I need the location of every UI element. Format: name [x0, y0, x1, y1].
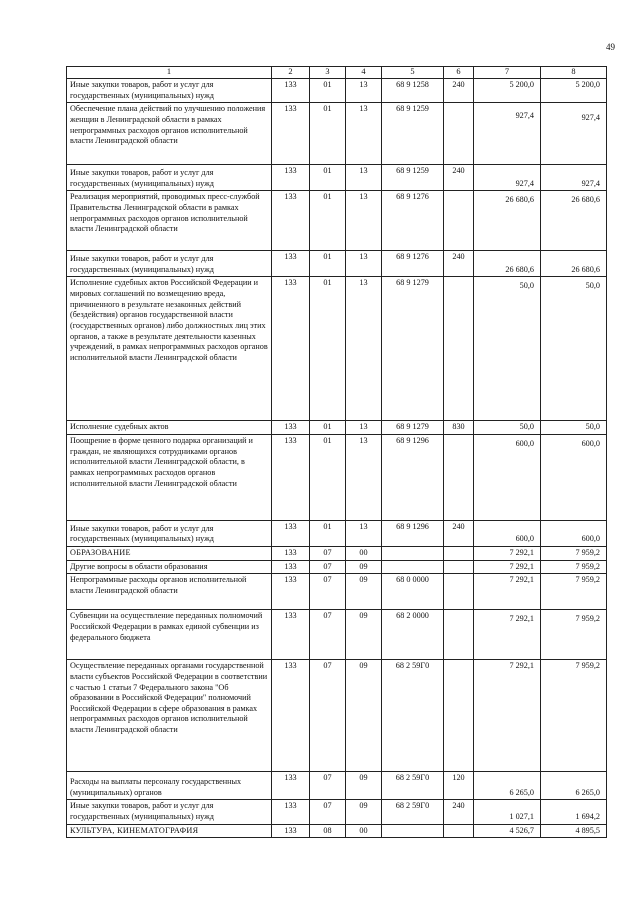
- row-name: Непрограммные расходы органов исполнительной власти Ленинградской области: [67, 574, 272, 610]
- row-amount-2: 600,0: [541, 520, 607, 546]
- table-row: [67, 165, 607, 191]
- row-admin-code: 133: [272, 103, 310, 165]
- row-name: Иные закупки товаров, работ и услуг для государственных (муниципальных) нужд: [67, 165, 272, 191]
- row-name: Иные закупки товаров, работ и услуг для государственных (муниципальных) нужд: [67, 520, 272, 546]
- page-number: 49: [606, 42, 615, 52]
- row-target-article: 68 9 1276: [382, 191, 444, 251]
- row-amount-1: 7 292,1: [474, 560, 541, 574]
- row-target-article: 68 9 1279: [382, 421, 444, 435]
- row-amount-2: 6 265,0: [541, 772, 607, 800]
- row-amount-1: 7 292,1: [474, 660, 541, 772]
- table-row: [67, 800, 607, 824]
- table-row: [67, 191, 607, 251]
- row-amount-2: 927,4: [541, 103, 607, 165]
- table-row: [67, 546, 607, 560]
- table-row: [67, 610, 607, 660]
- row-name: Реализация мероприятий, проводимых пресс-службой Правительства Ленинградской области в рамках непрограммных расходов органов исполнительной власти Ленинградской области: [67, 191, 272, 251]
- row-name: Расходы на выплаты персоналу государственных (муниципальных) органов: [67, 772, 272, 800]
- row-section: 07: [310, 610, 346, 660]
- row-target-article: 68 0 0000: [382, 574, 444, 610]
- row-amount-2: 1 694,2: [541, 800, 607, 824]
- row-admin-code: 133: [272, 251, 310, 277]
- row-expense-type: 830: [444, 421, 474, 435]
- row-target-article: [382, 560, 444, 574]
- row-amount-1: 50,0: [474, 421, 541, 435]
- row-target-article: 68 2 59Г0: [382, 800, 444, 824]
- row-admin-code: 133: [272, 800, 310, 824]
- row-amount-1: 6 265,0: [474, 772, 541, 800]
- row-expense-type: [444, 191, 474, 251]
- row-subsection: 00: [346, 824, 382, 838]
- row-amount-1: 7 292,1: [474, 574, 541, 610]
- header-row: [67, 67, 607, 79]
- row-subsection: 13: [346, 277, 382, 421]
- row-admin-code: 133: [272, 610, 310, 660]
- row-target-article: 68 2 59Г0: [382, 772, 444, 800]
- row-subsection: 13: [346, 421, 382, 435]
- row-target-article: 68 9 1276: [382, 251, 444, 277]
- row-section: 01: [310, 520, 346, 546]
- row-expense-type: 240: [444, 520, 474, 546]
- row-section: 01: [310, 434, 346, 520]
- table-row: [67, 277, 607, 421]
- row-amount-1: 927,4: [474, 103, 541, 165]
- header-col-3: 3: [310, 67, 346, 79]
- row-admin-code: 133: [272, 78, 310, 102]
- row-admin-code: 133: [272, 421, 310, 435]
- row-amount-2: 600,0: [541, 434, 607, 520]
- row-admin-code: 133: [272, 191, 310, 251]
- row-amount-1: 7 292,1: [474, 610, 541, 660]
- row-subsection: 13: [346, 520, 382, 546]
- table-row: [67, 103, 607, 165]
- table-row: [67, 421, 607, 435]
- row-section: 07: [310, 560, 346, 574]
- row-admin-code: 133: [272, 277, 310, 421]
- row-amount-1: 50,0: [474, 277, 541, 421]
- row-amount-1: 1 027,1: [474, 800, 541, 824]
- row-section: 01: [310, 421, 346, 435]
- header-col-4: 4: [346, 67, 382, 79]
- row-amount-1: 927,4: [474, 165, 541, 191]
- row-admin-code: 133: [272, 434, 310, 520]
- row-expense-type: [444, 660, 474, 772]
- row-section: 08: [310, 824, 346, 838]
- row-admin-code: 133: [272, 660, 310, 772]
- row-subsection: 09: [346, 610, 382, 660]
- row-subsection: 13: [346, 165, 382, 191]
- row-amount-1: 600,0: [474, 520, 541, 546]
- row-name: Иные закупки товаров, работ и услуг для государственных (муниципальных) нужд: [67, 800, 272, 824]
- row-target-article: 68 9 1279: [382, 277, 444, 421]
- row-section: 07: [310, 800, 346, 824]
- row-name: Исполнение судебных актов Российской Федерации и мировых соглашений по возмещению вреда, причиненного в результате незаконных действий (бездействия) органов государственной власти (государственных органов) либо должностных лиц этих органов, а также в результате деятельности казенных учреждений, в рамках непрограммных расходов органов исполнительной власти Ленинградской области: [67, 277, 272, 421]
- table-row: [67, 660, 607, 772]
- table-row: [67, 434, 607, 520]
- row-admin-code: 133: [272, 546, 310, 560]
- row-amount-1: 5 200,0: [474, 78, 541, 102]
- row-amount-2: 50,0: [541, 277, 607, 421]
- row-amount-2: 927,4: [541, 165, 607, 191]
- row-subsection: 09: [346, 800, 382, 824]
- row-expense-type: [444, 574, 474, 610]
- row-admin-code: 133: [272, 165, 310, 191]
- row-subsection: 13: [346, 251, 382, 277]
- row-name: Исполнение судебных актов: [67, 421, 272, 435]
- row-expense-type: 120: [444, 772, 474, 800]
- row-admin-code: 133: [272, 560, 310, 574]
- row-section: 01: [310, 165, 346, 191]
- row-amount-2: 7 959,2: [541, 610, 607, 660]
- row-amount-2: 26 680,6: [541, 251, 607, 277]
- row-subsection: 00: [346, 546, 382, 560]
- row-name: Поощрение в форме ценного подарка организаций и граждан, не являющихся сотрудниками органов исполнительной власти Ленинградской области, в рамках непрограммных расходов органов исполнительной власти Ленинградской области: [67, 434, 272, 520]
- table-row: [67, 772, 607, 800]
- header-col-7: 7: [474, 67, 541, 79]
- row-target-article: [382, 546, 444, 560]
- row-name: КУЛЬТУРА, КИНЕМАТОГРАФИЯ: [67, 824, 272, 838]
- row-target-article: 68 2 0000: [382, 610, 444, 660]
- table-row: [67, 520, 607, 546]
- row-expense-type: [444, 824, 474, 838]
- row-name: Осуществление переданных органами государственной власти субъектов Российской Федерации в соответствии с частью 1 статьи 7 Федерального закона "Об образовании в Российской Федерации" полномочий Российской Федерации в сфере образования в рамках непрограммных расходов органов исполнительной власти Ленинградской области: [67, 660, 272, 772]
- row-subsection: 09: [346, 560, 382, 574]
- row-section: 01: [310, 191, 346, 251]
- row-target-article: 68 9 1296: [382, 434, 444, 520]
- header-col-5: 5: [382, 67, 444, 79]
- budget-table-container: [66, 66, 606, 838]
- row-section: 01: [310, 103, 346, 165]
- row-expense-type: [444, 277, 474, 421]
- budget-table: [66, 66, 607, 838]
- row-section: 07: [310, 546, 346, 560]
- row-name: Обеспечение плана действий по улучшению положения женщин в Ленинградской области в рамках непрограммных расходов органов исполнительной власти Ленинградской области: [67, 103, 272, 165]
- row-target-article: 68 9 1296: [382, 520, 444, 546]
- row-expense-type: 240: [444, 78, 474, 102]
- table-row: [67, 78, 607, 102]
- row-expense-type: [444, 546, 474, 560]
- row-expense-type: [444, 103, 474, 165]
- row-subsection: 13: [346, 78, 382, 102]
- header-col-8: 8: [541, 67, 607, 79]
- row-subsection: 09: [346, 660, 382, 772]
- table-row: [67, 574, 607, 610]
- row-expense-type: [444, 610, 474, 660]
- row-subsection: 13: [346, 434, 382, 520]
- row-amount-2: 26 680,6: [541, 191, 607, 251]
- row-section: 01: [310, 277, 346, 421]
- row-amount-2: 7 959,2: [541, 546, 607, 560]
- row-amount-1: 26 680,6: [474, 251, 541, 277]
- row-target-article: [382, 824, 444, 838]
- row-admin-code: 133: [272, 574, 310, 610]
- row-name: Другие вопросы в области образования: [67, 560, 272, 574]
- row-expense-type: [444, 434, 474, 520]
- row-section: 07: [310, 660, 346, 772]
- row-expense-type: 240: [444, 800, 474, 824]
- row-target-article: 68 9 1259: [382, 103, 444, 165]
- header-col-6: 6: [444, 67, 474, 79]
- header-col-2: 2: [272, 67, 310, 79]
- row-name: ОБРАЗОВАНИЕ: [67, 546, 272, 560]
- row-amount-2: 5 200,0: [541, 78, 607, 102]
- row-amount-2: 7 959,2: [541, 560, 607, 574]
- row-section: 01: [310, 251, 346, 277]
- row-expense-type: [444, 560, 474, 574]
- row-amount-2: 4 895,5: [541, 824, 607, 838]
- row-admin-code: 133: [272, 772, 310, 800]
- row-subsection: 13: [346, 191, 382, 251]
- row-amount-1: 26 680,6: [474, 191, 541, 251]
- row-amount-1: 4 526,7: [474, 824, 541, 838]
- row-name: Субвенции на осуществление переданных полномочий Российской Федерации в рамках единой субвенции из федерального бюджета: [67, 610, 272, 660]
- row-target-article: 68 9 1258: [382, 78, 444, 102]
- row-expense-type: 240: [444, 165, 474, 191]
- table-row: [67, 824, 607, 838]
- row-admin-code: 133: [272, 824, 310, 838]
- row-target-article: 68 2 59Г0: [382, 660, 444, 772]
- table-row: [67, 251, 607, 277]
- row-target-article: 68 9 1259: [382, 165, 444, 191]
- row-amount-2: 7 959,2: [541, 660, 607, 772]
- table-row: [67, 560, 607, 574]
- row-section: 01: [310, 78, 346, 102]
- row-section: 07: [310, 772, 346, 800]
- header-col-1: 1: [67, 67, 272, 79]
- row-amount-2: 50,0: [541, 421, 607, 435]
- row-subsection: 09: [346, 772, 382, 800]
- row-name: Иные закупки товаров, работ и услуг для государственных (муниципальных) нужд: [67, 251, 272, 277]
- row-subsection: 13: [346, 103, 382, 165]
- row-admin-code: 133: [272, 520, 310, 546]
- row-expense-type: 240: [444, 251, 474, 277]
- row-amount-1: 7 292,1: [474, 546, 541, 560]
- row-amount-1: 600,0: [474, 434, 541, 520]
- row-subsection: 09: [346, 574, 382, 610]
- row-section: 07: [310, 574, 346, 610]
- row-amount-2: 7 959,2: [541, 574, 607, 610]
- row-name: Иные закупки товаров, работ и услуг для государственных (муниципальных) нужд: [67, 78, 272, 102]
